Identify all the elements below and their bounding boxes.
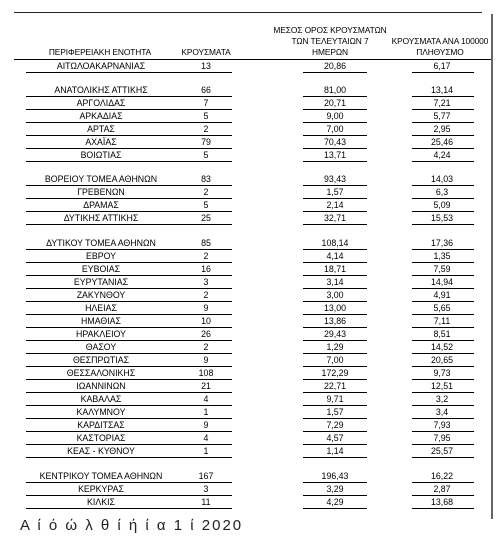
avg7-cell: 13,00 — [323, 303, 346, 313]
table-row — [0, 212, 496, 225]
cell-underline — [303, 508, 367, 509]
cases-cell: 1 — [203, 446, 209, 456]
per100k-cell: 25,57 — [430, 446, 453, 456]
avg7-cell: 7,29 — [326, 420, 344, 430]
cell-underline — [26, 457, 190, 458]
region-cell: ΗΛΕΙΑΣ — [85, 303, 117, 313]
per100k-cell: 25,46 — [430, 137, 453, 147]
table-row — [0, 237, 496, 250]
table-row — [0, 315, 496, 328]
cell-underline — [26, 161, 190, 162]
table-row — [0, 97, 496, 110]
avg7-cell: 108,14 — [321, 238, 349, 248]
avg7-cell: 1,57 — [326, 407, 344, 417]
header-avg7-line1: ΜΕΣΟΣ ΟΡΟΣ ΚΡΟΥΣΜΑΤΩΝ — [273, 25, 387, 35]
table-row — [0, 483, 496, 496]
region-cell: ΚΕΝΤΡΙΚΟΥ ΤΟΜΕΑ ΑΘΗΝΩΝ — [39, 471, 163, 481]
region-cell: ΕΒΡΟΥ — [85, 251, 117, 261]
table-row — [0, 186, 496, 199]
cases-cell: 26 — [201, 329, 211, 339]
header-per100k-line1: ΚΡΟΥΣΜΑΤΑ ΑΝΑ 100000 — [391, 36, 489, 46]
cases-cell: 9 — [203, 355, 209, 365]
per100k-cell: 7,95 — [433, 433, 451, 443]
region-cell: ΒΟΡΕΙΟΥ ΤΟΜΕΑ ΑΘΗΝΩΝ — [44, 174, 158, 184]
avg7-cell: 22,71 — [323, 381, 346, 391]
cell-underline — [26, 508, 190, 509]
cases-cell: 3 — [203, 484, 209, 494]
table-row — [0, 354, 496, 367]
region-cell: ΗΜΑΘΙΑΣ — [81, 316, 121, 326]
cases-cell: 2 — [203, 342, 209, 352]
avg7-cell: 196,43 — [321, 471, 349, 481]
region-cell: ΑΡΓΟΛΙΔΑΣ — [76, 98, 126, 108]
table-row — [0, 496, 496, 509]
region-cell: ΚΑΒΑΛΑΣ — [80, 394, 122, 404]
cases-cell: 9 — [203, 420, 209, 430]
header-avg7 — [262, 25, 398, 58]
region-cell: ΑΝΑΤΟΛΙΚΗΣ ΑΤΤΙΚΗΣ — [54, 85, 148, 95]
table-row — [0, 380, 496, 393]
region-cell: ΚΕΡΚΥΡΑΣ — [78, 484, 124, 494]
per100k-cell: 5,77 — [433, 111, 451, 121]
cases-cell: 7 — [203, 98, 209, 108]
cases-cell: 13 — [201, 61, 211, 71]
region-cell: ΖΑΚΥΝΘΟΥ — [76, 290, 126, 300]
avg7-cell: 20,86 — [323, 61, 346, 71]
per100k-cell: 2,87 — [433, 484, 451, 494]
cell-underline — [180, 72, 232, 73]
avg7-cell: 3,00 — [326, 290, 344, 300]
table-row — [0, 289, 496, 302]
table-row — [0, 328, 496, 341]
avg7-cell: 13,71 — [323, 150, 346, 160]
cases-cell: 3 — [203, 277, 209, 287]
region-cell: ΓΡΕΒΕΝΩΝ — [77, 187, 125, 197]
region-cell: ΘΕΣΠΡΩΤΙΑΣ — [72, 355, 130, 365]
cases-cell: 10 — [201, 316, 211, 326]
region-cell: ΑΧΑΪΑΣ — [85, 137, 117, 147]
region-cell: ΔΡΑΜΑΣ — [83, 200, 119, 210]
avg7-cell: 81,00 — [323, 85, 346, 95]
region-cell: ΔΥΤΙΚΗΣ ΑΤΤΙΚΗΣ — [63, 213, 139, 223]
region-cell: ΘΕΣΣΑΛΟΝΙΚΗΣ — [66, 368, 136, 378]
avg7-cell: 4,14 — [326, 251, 344, 261]
header-per100k — [384, 36, 496, 58]
cell-underline — [180, 224, 232, 225]
right-border — [491, 14, 493, 519]
avg7-cell: 20,71 — [323, 98, 346, 108]
table-row — [0, 123, 496, 136]
avg7-cell: 70,43 — [323, 137, 346, 147]
per100k-cell: 17,36 — [430, 238, 453, 248]
avg7-cell: 9,71 — [326, 394, 344, 404]
cases-cell: 25 — [201, 213, 211, 223]
header-avg7-line2: ΤΩΝ ΤΕΛΕΥΤΑΙΩΝ 7 — [291, 36, 369, 46]
cases-cell: 5 — [203, 111, 209, 121]
per100k-cell: 6,3 — [435, 187, 449, 197]
cases-cell: 9 — [203, 303, 209, 313]
per100k-cell: 5,09 — [433, 200, 451, 210]
per100k-cell: 16,22 — [430, 471, 453, 481]
per100k-cell: 12,51 — [430, 381, 453, 391]
avg7-cell: 1,57 — [326, 187, 344, 197]
region-cell: ΒΟΙΩΤΙΑΣ — [80, 150, 122, 160]
cases-cell: 16 — [201, 264, 211, 274]
region-cell: ΑΙΤΩΛΟΑΚΑΡΝΑΝΙΑΣ — [56, 61, 146, 71]
per100k-cell: 14,52 — [430, 342, 453, 352]
avg7-cell: 2,14 — [326, 200, 344, 210]
avg7-cell: 4,57 — [326, 433, 344, 443]
table-row — [0, 432, 496, 445]
cell-underline — [412, 457, 474, 458]
header-per100k-line2: ΠΛΗΘΥΣΜΟ — [416, 47, 464, 57]
avg7-cell: 9,00 — [326, 111, 344, 121]
cases-cell: 21 — [201, 381, 211, 391]
cases-cell: 2 — [203, 124, 209, 134]
table-row — [0, 110, 496, 123]
avg7-cell: 7,00 — [326, 355, 344, 365]
table-row — [0, 367, 496, 380]
per100k-cell: 4,24 — [433, 150, 451, 160]
per100k-cell: 7,11 — [433, 316, 451, 326]
table-row — [0, 276, 496, 289]
table-row — [0, 445, 496, 458]
region-cell: ΚΑΣΤΟΡΙΑΣ — [76, 433, 126, 443]
cases-cell: 85 — [201, 238, 211, 248]
cases-cell: 4 — [203, 394, 209, 404]
per100k-cell: 15,53 — [430, 213, 453, 223]
region-cell: ΑΡΤΑΣ — [87, 124, 115, 134]
table-row — [0, 470, 496, 483]
per100k-cell: 3,4 — [435, 407, 449, 417]
header-avg7-line3: ΗΜΕΡΩΝ — [312, 47, 348, 57]
table-row — [0, 173, 496, 186]
table-row — [0, 341, 496, 354]
table-row — [0, 406, 496, 419]
region-cell: ΑΡΚΑΔΙΑΣ — [79, 111, 123, 121]
cases-cell: 2 — [203, 187, 209, 197]
table-row — [0, 149, 496, 162]
region-cell: ΕΥΒΟΙΑΣ — [81, 264, 121, 274]
cell-underline — [303, 72, 367, 73]
cell-underline — [26, 72, 190, 73]
region-cell: ΗΡΑΚΛΕΙΟΥ — [76, 329, 126, 339]
table-row — [0, 136, 496, 149]
per100k-cell: 5,65 — [433, 303, 451, 313]
region-cell: ΚΑΡΔΙΤΣΑΣ — [77, 420, 125, 430]
header-region: ΠΕΡΙΦΕΡΕΙΑΚΗ ΕΝΟΤΗΤΑ — [48, 47, 152, 57]
cell-underline — [26, 224, 190, 225]
avg7-cell: 3,14 — [326, 277, 344, 287]
cell-underline — [180, 508, 232, 509]
per100k-cell: 6,17 — [433, 61, 451, 71]
avg7-cell: 32,71 — [323, 213, 346, 223]
cases-cell: 108 — [198, 368, 214, 378]
cell-underline — [412, 161, 474, 162]
cases-cell: 1 — [203, 407, 209, 417]
header-cases: ΚΡΟΥΣΜΑΤΑ — [181, 47, 231, 57]
region-cell: ΚΑΛΥΜΝΟΥ — [76, 407, 126, 417]
cases-cell: 2 — [203, 251, 209, 261]
avg7-cell: 13,86 — [323, 316, 346, 326]
avg7-cell: 172,29 — [321, 368, 349, 378]
region-cell: ΚΕΑΣ - ΚΥΘΝΟΥ — [67, 446, 135, 456]
per100k-cell: 1,35 — [433, 251, 451, 261]
cases-cell: 83 — [201, 174, 211, 184]
cases-cell: 167 — [198, 471, 214, 481]
table-row — [0, 393, 496, 406]
avg7-cell: 18,71 — [323, 264, 346, 274]
cases-cell: 79 — [201, 137, 211, 147]
per100k-cell: 4,91 — [433, 290, 451, 300]
region-cell: ΚΙΛΚΙΣ — [87, 497, 115, 507]
region-cell: ΔΥΤΙΚΟΥ ΤΟΜΕΑ ΑΘΗΝΩΝ — [46, 238, 156, 248]
avg7-cell: 29,43 — [323, 329, 346, 339]
per100k-cell: 7,59 — [433, 264, 451, 274]
per100k-cell: 14,94 — [430, 277, 453, 287]
cell-underline — [180, 161, 232, 162]
per100k-cell: 20,65 — [430, 355, 453, 365]
table-row — [0, 250, 496, 263]
cases-cell: 66 — [201, 85, 211, 95]
cell-underline — [303, 457, 367, 458]
avg7-cell: 1,29 — [326, 342, 344, 352]
cell-underline — [303, 161, 367, 162]
avg7-cell: 1,14 — [326, 446, 344, 456]
cell-underline — [180, 457, 232, 458]
cases-cell: 11 — [201, 497, 211, 507]
cases-cell: 5 — [203, 200, 209, 210]
table-row — [0, 60, 496, 73]
cases-cell: 2 — [203, 290, 209, 300]
footer-text: Α ί ό ώ λ θ ί ή ί α 1 ί 2020 — [20, 517, 244, 534]
per100k-cell: 14,03 — [430, 174, 453, 184]
region-cell: ΘΑΣΟΥ — [85, 342, 117, 352]
per100k-cell: 9,73 — [433, 368, 451, 378]
table-row — [0, 84, 496, 97]
avg7-cell: 7,00 — [326, 124, 344, 134]
avg7-cell: 3,29 — [326, 484, 344, 494]
per100k-cell: 7,93 — [433, 420, 451, 430]
avg7-cell: 93,43 — [323, 174, 346, 184]
per100k-cell: 3,2 — [435, 394, 449, 404]
cell-underline — [412, 508, 474, 509]
table-row — [0, 419, 496, 432]
table-row — [0, 199, 496, 212]
cell-underline — [303, 224, 367, 225]
cell-underline — [412, 224, 474, 225]
table-row — [0, 263, 496, 276]
region-cell: ΕΥΡΥΤΑΝΙΑΣ — [73, 277, 129, 287]
table-row — [0, 302, 496, 315]
cell-underline — [412, 72, 474, 73]
cases-cell: 5 — [203, 150, 209, 160]
per100k-cell: 13,14 — [430, 85, 453, 95]
top-border — [14, 12, 482, 13]
per100k-cell: 13,68 — [430, 497, 453, 507]
per100k-cell: 2,95 — [433, 124, 451, 134]
cases-cell: 4 — [203, 433, 209, 443]
avg7-cell: 4,29 — [326, 497, 344, 507]
per100k-cell: 8,51 — [433, 329, 451, 339]
region-cell: ΙΩΑΝΝΙΝΩΝ — [76, 381, 126, 391]
per100k-cell: 7,21 — [433, 98, 451, 108]
